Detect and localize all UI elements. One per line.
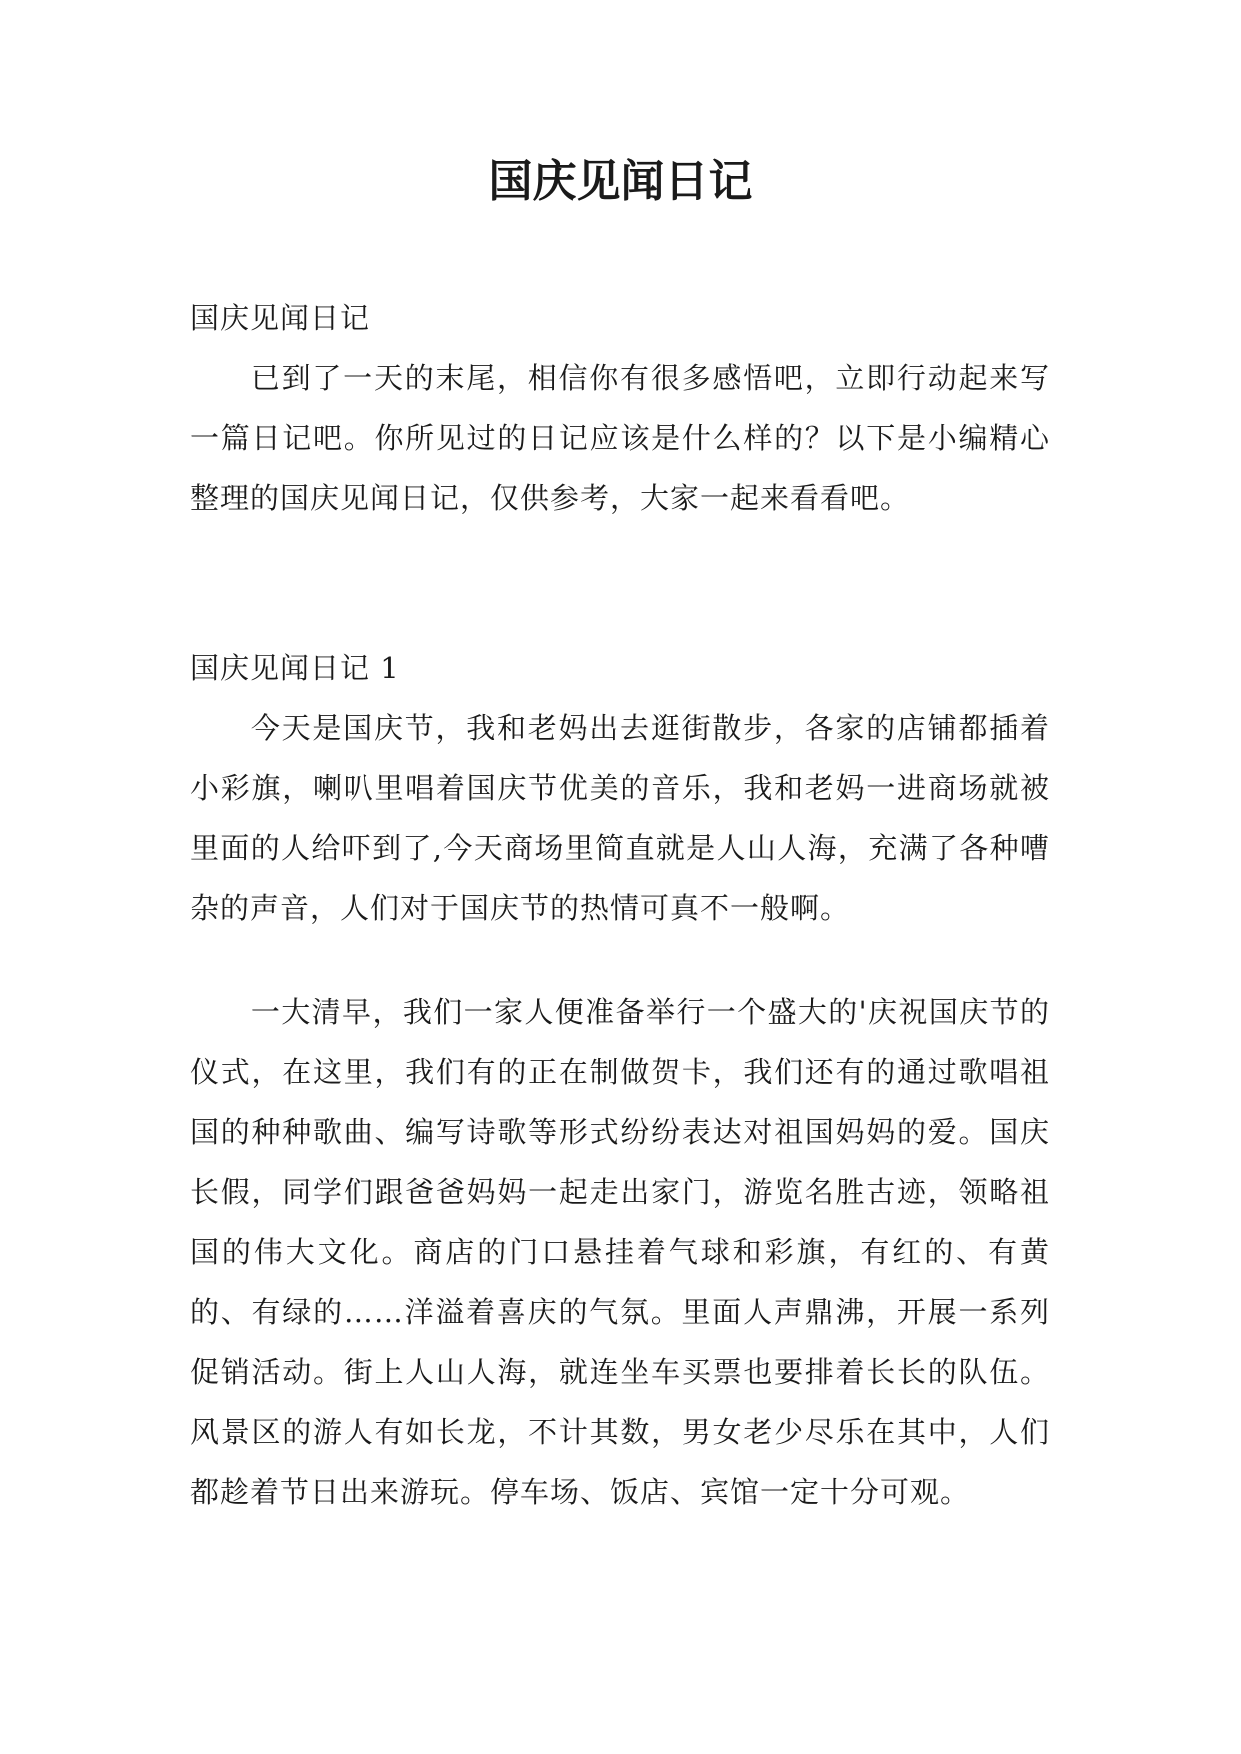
entry1-heading: 国庆见闻日记 1	[190, 651, 400, 685]
intro-heading: 国庆见闻日记	[190, 301, 371, 335]
intro-paragraph: 已到了一天的末尾，相信你有很多感悟吧，立即行动起来写一篇日记吧。你所见过的日记应该是什么样的？以下是小编精心整理的国庆见闻日记，仅供参考，大家一起来看看吧。	[190, 361, 1050, 515]
document-title: 国庆见闻日记	[488, 156, 753, 207]
entry1-paragraph-2: 一大清早，我们一家人便准备举行一个盛大的'庆祝国庆节的仪式，在这里，我们有的正在制做贺卡，我们还有的通过歌唱祖国的种种歌曲、编写诗歌等形式纷纷表达对祖国妈妈的爱。国庆长假，同学们跟爸爸妈妈一起走出家门，游览名胜古迹，领略祖国的伟大文化。商店的门口悬挂着气球和彩旗，有红的、有黄的、有绿的……洋溢着喜庆的气氛。里面人声鼎沸，开展一系列促销活动。街上人山人海，就连坐车买票也要排着长长的队伍。风景区的游人有如长龙，不计其数，男女老少尽乐在其中，人们都趁着节日出来游玩。停车场、饭店、宾馆一定十分可观。	[190, 995, 1050, 1509]
entry1-paragraph-1: 今天是国庆节，我和老妈出去逛街散步，各家的店铺都插着小彩旗，喇叭里唱着国庆节优美的音乐，我和老妈一进商场就被里面的人给吓到了,今天商场里简直就是人山人海，充满了各种嘈杂的声音，人们对于国庆节的热情可真不一般啊。	[190, 711, 1050, 925]
